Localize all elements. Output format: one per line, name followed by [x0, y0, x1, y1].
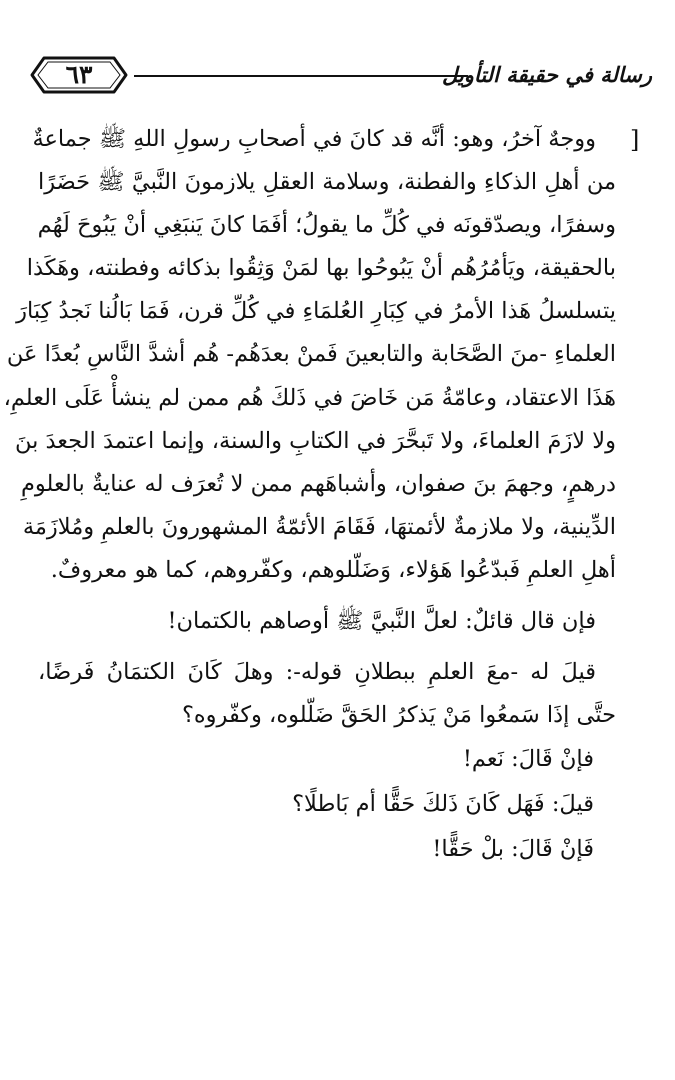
page-number-badge: [30, 56, 128, 94]
page-number: ٦٣: [65, 60, 93, 89]
text-line: وسفرًا، ويصدّقونَه في كُلِّ ما يقولُ؛ أفَمَا كانَ يَنبَغِي أنْ يَبُوحَ لَهُم: [37, 212, 616, 239]
text-line: بالحقيقة، ويَأمُرُهُم أنْ يَبُوحُوا بها لمَنْ وَثِقُوا بذكائه وفطنته، وهَكَذا: [26, 255, 616, 282]
dialogue-line: قيلَ: فَهَل كَانَ ذَلكَ حَقًّا أم بَاطلًا؟: [292, 791, 594, 818]
dialogue-lines: [38, 737, 616, 872]
text-line: هَذَا الاعتقاد، وعامّةُ مَن خَاضَ في ذَلكَ هُم ممن لم ينشأْ عَلَى العلمِ،: [3, 384, 616, 411]
paragraph-2: [38, 600, 616, 643]
main-text: [3, 118, 616, 872]
paragraph-3: [38, 651, 616, 737]
text-line: يتسلسلُ هَذا الأمرُ في كِبَارِ العُلمَاءِ في كُلِّ قرن، فَمَا بَالُنا نَجدُ كِبَارَ: [16, 298, 616, 325]
text-line: ولا لازَمَ العلماءَ، ولا تَبحَّرَ في الكتابِ والسنة، وإنما اعتمدَ الجعدَ بنَ: [14, 427, 616, 454]
text-line: من أهلِ الذكاءِ والفطنة، وسلامة العقلِ يلازمونَ النَّبيَّ ﷺ حَضَرًا: [38, 169, 616, 196]
paragraph-1: [3, 118, 616, 592]
text-line: الدِّينية، ولا ملازمةٌ لأئمتهَا، فَقَامَ الأئمّةُ المشهورونَ بالعلمِ ومُلازَمَة: [22, 513, 616, 540]
text-line: العلماءِ -منَ الصَّحَابة والتابعينَ فَمنْ بعدَهُم- هُم أشدَّ النَّاسِ بُعدًا عَن: [6, 341, 616, 368]
text-line: قيلَ له -معَ العلمِ ببطلانِ قوله-: وهلَ كَانَ الكتمَانُ فَرضًا،: [38, 659, 596, 686]
text-line: ووجهٌ آخرُ، وهو: أنَّه قد كانَ في أصحابِ رسولِ اللهِ ﷺ جماعةٌ: [32, 126, 596, 152]
text-line: فإن قال قائلٌ: لعلَّ النَّبيَّ ﷺ أوصاهم بالكتمان!: [167, 608, 596, 635]
paragraph-gap: [38, 592, 616, 600]
text-line: درهمٍ، وجهمَ بنَ صفوان، وأشباهَهم ممن لا تُعرَف له عنايةٌ بالعلومِ: [20, 470, 616, 497]
header-rule: [134, 75, 468, 77]
dialogue-line: فإنْ قَالَ: نَعم!: [462, 746, 594, 773]
running-title: رسالة في حقيقة التأويل: [442, 62, 652, 87]
text-line: حتَّى إذَا سَمعُوا مَنْ يَذكرُ الحَقَّ ضَلّلوه، وكفّروه؟: [181, 702, 616, 729]
text-line: أهلِ العلمِ فَبدّعُوا هَؤلاء، وَضَلّلوهم، وكفّروهم، كما هو معروفٌ.: [50, 556, 616, 583]
page-header: [30, 52, 652, 100]
dialogue-line: فَإنْ قَالَ: بلْ حَقًّا!: [432, 836, 594, 863]
paragraph-gap: [38, 643, 616, 651]
margin-bracket: ]: [630, 126, 640, 154]
